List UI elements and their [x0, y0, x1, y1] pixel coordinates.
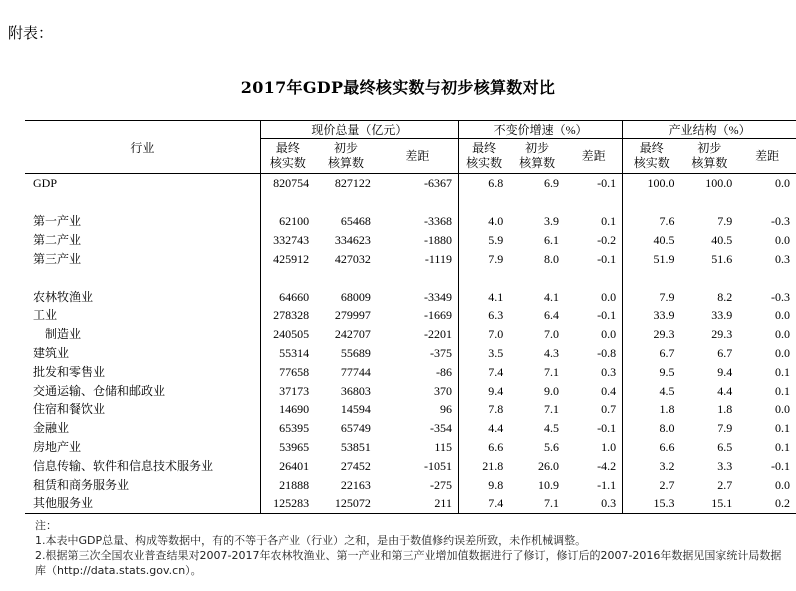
- cell-value: 64660: [260, 287, 315, 306]
- cell-value: 7.4: [458, 494, 509, 513]
- note-1: 1.本表中GDP总量、构成等数据中，有的不等于各产业（行业）之和，是由于数值修约误差所致，未作机械调整。: [35, 534, 587, 547]
- cell-value: 242707: [334, 327, 371, 342]
- cell-value: 9.0: [543, 383, 559, 398]
- row-label: 制造业: [45, 327, 82, 342]
- cell-value: -0.8: [597, 345, 617, 360]
- header-group-growth: 不变价增速（%）: [458, 121, 622, 139]
- subheader-1: 初步 核算数: [315, 139, 377, 174]
- cell-value: 5.9: [458, 231, 509, 250]
- cell-value: 0.3: [775, 251, 790, 266]
- cell-value: 26.0: [537, 458, 559, 473]
- cell-value: 7.0: [543, 327, 559, 342]
- cell-value: 7.9: [717, 421, 733, 436]
- header-group-structure: 产业结构（%）: [623, 121, 796, 139]
- row-label: 第一产业: [33, 214, 82, 229]
- cell-value: 0.3: [601, 364, 617, 379]
- cell-value: 0.1: [601, 214, 617, 229]
- cell-value: 278328: [260, 306, 315, 325]
- table-row: [25, 249, 796, 268]
- cell-value: 0.0: [601, 327, 617, 342]
- cell-value: 9.4: [458, 381, 509, 400]
- row-label: 租赁和商务服务业: [33, 477, 130, 492]
- cell-value: 0.4: [601, 383, 617, 398]
- cell-value: 3.9: [543, 214, 559, 229]
- cell-value: 29.3: [711, 327, 733, 342]
- table-row: [25, 344, 796, 363]
- cell-value: 77658: [260, 362, 315, 381]
- cell-value: 8.2: [717, 289, 733, 304]
- cell-value: 100.0: [623, 174, 681, 193]
- cell-value: -3368: [423, 214, 452, 229]
- cell-value: 0.0: [775, 477, 790, 492]
- cell-value: 125283: [260, 494, 315, 513]
- subheader-6: 最终 核实数: [623, 139, 681, 174]
- subheader-7: 初步 核算数: [680, 139, 738, 174]
- cell-value: -1.1: [597, 477, 617, 492]
- table-row: [25, 494, 796, 513]
- cell-value: 14690: [260, 400, 315, 419]
- cell-value: 100.0: [705, 176, 733, 191]
- cell-value: 370: [433, 383, 452, 398]
- cell-value: 7.1: [543, 364, 559, 379]
- header-group-current-price: 现价总量（亿元）: [260, 121, 458, 139]
- table-row: [25, 400, 796, 419]
- cell-value: 0.0: [775, 327, 790, 342]
- cell-value: 0.0: [775, 345, 790, 360]
- cell-value: 65749: [340, 421, 371, 436]
- cell-value: -1119: [424, 251, 452, 266]
- cell-value: 6.9: [543, 176, 559, 191]
- cell-value: -0.3: [771, 289, 790, 304]
- table-row: [25, 231, 796, 250]
- cell-value: -6367: [423, 176, 452, 191]
- cell-value: 3.5: [458, 344, 509, 363]
- cell-value: 4.1: [458, 287, 509, 306]
- cell-value: -3349: [423, 289, 452, 304]
- cell-value: 332743: [260, 231, 315, 250]
- table-row: [25, 174, 796, 193]
- table-row: [25, 362, 796, 381]
- table-row: [25, 381, 796, 400]
- cell-value: 4.4: [458, 419, 509, 438]
- cell-value: 33.9: [623, 306, 681, 325]
- cell-value: 6.3: [458, 306, 509, 325]
- cell-value: 7.0: [458, 325, 509, 344]
- cell-value: 279997: [334, 308, 371, 323]
- cell-value: 820754: [260, 174, 315, 193]
- cell-value: 8.0: [623, 419, 681, 438]
- cell-value: -354: [429, 421, 452, 436]
- spacer-row: [25, 193, 796, 212]
- cell-value: -0.1: [771, 458, 790, 473]
- row-label: 住宿和餐饮业: [33, 402, 106, 417]
- cell-value: 7.6: [623, 212, 681, 231]
- cell-value: 4.5: [543, 421, 559, 436]
- cell-value: 14594: [340, 402, 371, 417]
- row-label: 农林牧渔业: [33, 289, 94, 304]
- cell-value: 0.0: [775, 176, 790, 191]
- cell-value: 7.1: [543, 402, 559, 417]
- cell-value: 0.0: [775, 402, 790, 417]
- cell-value: 65395: [260, 419, 315, 438]
- cell-value: 9.8: [458, 475, 509, 494]
- note-heading: 注：: [35, 519, 57, 532]
- cell-value: 7.1: [509, 494, 565, 513]
- cell-value: 65468: [340, 214, 371, 229]
- cell-value: 40.5: [623, 231, 681, 250]
- cell-value: 0.7: [601, 402, 617, 417]
- subheader-5: 差距: [565, 139, 623, 174]
- subheader-2: 差距: [377, 139, 459, 174]
- cell-value: 15.1: [680, 494, 738, 513]
- spacer-row: [25, 268, 796, 287]
- comparison-table: [25, 120, 796, 514]
- cell-value: 0.0: [601, 289, 617, 304]
- row-label: 工业: [33, 308, 58, 323]
- header-industry: 行业: [25, 121, 260, 174]
- cell-value: 96: [439, 402, 452, 417]
- cell-value: 6.7: [623, 344, 681, 363]
- cell-value: 51.6: [711, 251, 733, 266]
- cell-value: -0.1: [597, 308, 617, 323]
- cell-value: 7.9: [623, 287, 681, 306]
- cell-value: 427032: [334, 251, 371, 266]
- cell-value: -0.1: [597, 421, 617, 436]
- cell-value: 4.0: [458, 212, 509, 231]
- subheader-3: 最终 核实数: [458, 139, 509, 174]
- cell-value: 7.9: [458, 249, 509, 268]
- subheader-8: 差距: [738, 139, 796, 174]
- cell-value: 425912: [260, 249, 315, 268]
- cell-value: 9.5: [623, 362, 681, 381]
- table-title: 2017年GDP最终核实数与初步核算数对比: [240, 78, 556, 97]
- cell-value: 55314: [260, 344, 315, 363]
- row-label: 批发和零售业: [33, 364, 106, 379]
- cell-value: 53965: [260, 438, 315, 457]
- cell-value: 1.8: [717, 402, 733, 417]
- cell-value: 62100: [260, 212, 315, 231]
- cell-value: 51.9: [623, 249, 681, 268]
- cell-value: 37173: [260, 381, 315, 400]
- cell-value: 2.7: [717, 477, 733, 492]
- table-row: [25, 287, 796, 306]
- row-label: 信息传输、软件和信息技术服务业: [33, 458, 214, 473]
- cell-value: 33.9: [711, 308, 733, 323]
- cell-value: 6.4: [543, 308, 559, 323]
- note-2: 2.根据第三次全国农业普查结果对2007-2017年农林牧渔业、第一产业和第三产业增加值数据进行了修订，修订后的2007-2016年数据见国家统计局数据库（http://data.stats.gov.cn）。: [35, 549, 782, 577]
- cell-value: 0.1: [775, 364, 790, 379]
- cell-value: 1.8: [623, 400, 681, 419]
- cell-value: 77744: [340, 364, 371, 379]
- cell-value: 0.0: [775, 232, 790, 247]
- subheader-0: 最终 核实数: [260, 139, 315, 174]
- subheader-4: 初步 核算数: [509, 139, 565, 174]
- cell-value: -0.3: [771, 214, 790, 229]
- cell-value: 4.4: [717, 383, 733, 398]
- row-label: 建筑业: [33, 345, 70, 360]
- cell-value: 240505: [260, 325, 315, 344]
- cell-value: 26401: [260, 456, 315, 475]
- cell-value: -0.1: [597, 176, 617, 191]
- table-row: [25, 325, 796, 344]
- cell-value: 55689: [340, 345, 371, 360]
- cell-value: -1669: [423, 308, 452, 323]
- cell-value: 6.1: [543, 232, 559, 247]
- cell-value: 4.5: [623, 381, 681, 400]
- cell-value: -0.1: [597, 251, 617, 266]
- table-row: [25, 438, 796, 457]
- cell-value: 29.3: [623, 325, 681, 344]
- cell-value: 3.2: [623, 456, 681, 475]
- cell-value: 22163: [340, 477, 371, 492]
- cell-value: 7.8: [458, 400, 509, 419]
- cell-value: -1880: [423, 232, 452, 247]
- table-row: [25, 456, 796, 475]
- cell-value: 211: [377, 494, 459, 513]
- cell-value: 15.3: [623, 494, 681, 513]
- cell-value: 10.9: [537, 477, 559, 492]
- table-row: [25, 475, 796, 494]
- cell-value: 125072: [315, 494, 377, 513]
- cell-value: 8.0: [543, 251, 559, 266]
- cell-value: -0.2: [597, 232, 617, 247]
- cell-value: 2.7: [623, 475, 681, 494]
- cell-value: -86: [435, 364, 452, 379]
- cell-value: 7.4: [458, 362, 509, 381]
- footnotes: [35, 518, 785, 578]
- cell-value: -1051: [423, 458, 452, 473]
- table-row: [25, 419, 796, 438]
- cell-value: 6.5: [717, 439, 733, 454]
- cell-value: 0.1: [775, 439, 790, 454]
- row-label: 交通运输、仓储和邮政业: [33, 383, 166, 398]
- cell-value: 6.8: [458, 174, 509, 193]
- cell-value: 4.1: [543, 289, 559, 304]
- cell-value: -4.2: [597, 458, 617, 473]
- cell-value: 5.6: [543, 439, 559, 454]
- prefix-label: 附表：: [8, 24, 54, 42]
- cell-value: 7.9: [717, 214, 733, 229]
- cell-value: 4.3: [543, 345, 559, 360]
- table-row: [25, 306, 796, 325]
- cell-value: 0.1: [775, 421, 790, 436]
- cell-value: -375: [429, 345, 452, 360]
- cell-value: 334623: [334, 232, 371, 247]
- cell-value: 9.4: [717, 364, 733, 379]
- row-label: 其他服务业: [25, 494, 260, 513]
- cell-value: 115: [434, 439, 452, 454]
- cell-value: -275: [429, 477, 452, 492]
- cell-value: -2201: [423, 327, 452, 342]
- cell-value: 27452: [340, 458, 371, 473]
- row-label: GDP: [33, 176, 58, 191]
- row-label: 第三产业: [33, 251, 82, 266]
- row-label: 第二产业: [33, 232, 82, 247]
- cell-value: 6.6: [623, 438, 681, 457]
- cell-value: 6.7: [717, 345, 733, 360]
- cell-value: 0.1: [775, 383, 790, 398]
- row-label: 金融业: [33, 421, 70, 436]
- cell-value: 0.2: [738, 494, 796, 513]
- cell-value: 3.3: [717, 458, 733, 473]
- cell-value: 53851: [340, 439, 371, 454]
- cell-value: 827122: [334, 176, 371, 191]
- cell-value: 1.0: [601, 439, 617, 454]
- cell-value: 0.0: [775, 308, 790, 323]
- cell-value: 6.6: [458, 438, 509, 457]
- cell-value: 36803: [340, 383, 371, 398]
- table-row: [25, 212, 796, 231]
- cell-value: 40.5: [711, 232, 733, 247]
- cell-value: 21.8: [458, 456, 509, 475]
- cell-value: 0.3: [565, 494, 623, 513]
- cell-value: 21888: [260, 475, 315, 494]
- cell-value: 68009: [340, 289, 371, 304]
- row-label: 房地产业: [33, 439, 82, 454]
